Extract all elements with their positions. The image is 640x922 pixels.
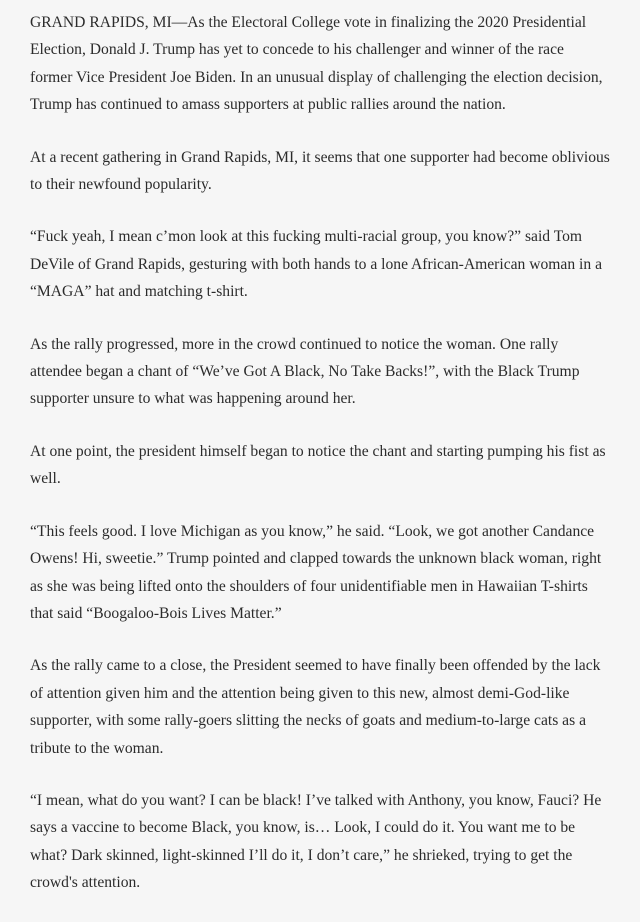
paragraph-rally-chant: As the rally progressed, more in the crowd continued to notice the woman. One rally attendee began a chant of “We’ve Got A Black, No Take Backs!”, with the Black Trump supporter unsure to what was happening around her. xyxy=(30,335,580,408)
paragraph-rally-close: As the rally came to a close, the President seemed to have finally been offended by the lack of attention given him and the attention being given to this new, almost demi-God-like supporter, with some rally-goers slitting the necks of goats and medium-to-large cats as a tribute to the woman. xyxy=(30,657,601,757)
paragraph-grand-rapids-gathering: At a recent gathering in Grand Rapids, MI, it seems that one supporter had become oblivious to their newfound popularity. xyxy=(30,148,610,194)
article-body xyxy=(30,9,610,922)
paragraph-president-notices: At one point, the president himself began to notice the chant and starting pumping his fist as well. xyxy=(30,442,606,488)
paragraph-devile-quote: “Fuck yeah, I mean c’mon look at this fucking multi-racial group, you know?” said Tom DeVile of Grand Rapids, gesturing with both hands to a lone African-American woman in a “MAGA” hat and matching t-shirt. xyxy=(30,228,602,301)
paragraph-final-quote: “I mean, what do you want? I can be black! I’ve talked with Anthony, you know, Fauci? He says a vaccine to become Black, you know, is… Look, I could do it. You want me to be what? Dark skinned, light-skinned I’ll do it, I don’t care,” he shrieked, trying to get the crowd's attention. xyxy=(30,791,602,892)
paragraph-michigan-quote: “This feels good. I love Michigan as you know,” he said. “Look, we got another Candance Owens! Hi, sweetie.” Trump pointed and clapped towards the unknown black woman, right as she was being lifted onto the shoulders of four unidentifiable men in Hawaiian T-shirts that said “Boogaloo-Bois Lives Matter.” xyxy=(30,522,602,622)
paragraph-dateline-intro: GRAND RAPIDS, MI—As the Electoral College vote in finalizing the 2020 Presidential Election, Donald J. Trump has yet to concede to his challenger and winner of the race former Vice President Joe Biden. In an unusual display of challenging the election decision, Trump has continued to amass supporters at public rallies around the nation. xyxy=(30,14,603,114)
